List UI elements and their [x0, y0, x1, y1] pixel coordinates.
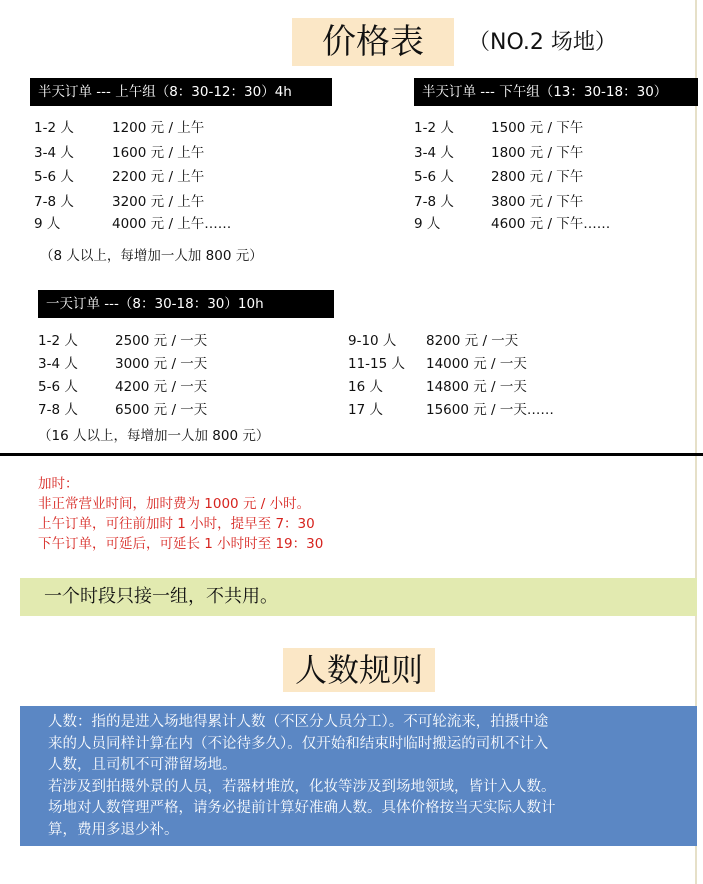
people-count: 3-4 人: [414, 145, 454, 161]
list-item: [348, 400, 554, 420]
list-item: [38, 400, 207, 420]
section-divider: [0, 453, 703, 456]
rules-line: 若涉及到拍摄外景的人员，若器材堆放，化妆等涉及到场地领域，皆计入人数。: [48, 778, 556, 795]
list-item: [414, 214, 610, 234]
price: 1200 元 / 上午: [112, 120, 205, 136]
price: 2200 元 / 上午: [112, 169, 205, 185]
price: 4600 元 / 下午……: [491, 216, 611, 232]
people-count: 1-2 人: [34, 120, 74, 136]
people-count: 9 人: [34, 216, 61, 232]
people-count: 11-15 人: [348, 356, 406, 372]
list-item: [348, 377, 527, 397]
price: 15600 元 / 一天……: [426, 402, 554, 418]
list-item: [348, 331, 518, 351]
fullday-header: 一天订单 ---（8：30-18：30）10h: [38, 290, 334, 318]
list-item: [34, 143, 204, 163]
people-count: 1-2 人: [38, 333, 78, 349]
overtime-heading: 加时：: [38, 476, 79, 492]
rules-line: 人数：指的是进入场地得累计人数（不区分人员分工）。不可轮流来，拍摄中途: [48, 714, 549, 730]
people-count: 7-8 人: [34, 194, 74, 210]
list-item: [34, 118, 204, 138]
overtime-line: 非正常营业时间，加时费为 1000 元 / 小时。: [38, 496, 311, 512]
price: 8200 元 / 一天: [426, 333, 519, 349]
price: 14000 元 / 一天: [426, 356, 527, 372]
price: 1500 元 / 下午: [491, 120, 584, 136]
list-item: [34, 214, 231, 234]
people-count: 3-4 人: [34, 145, 74, 161]
price: 6500 元 / 一天: [115, 402, 208, 418]
people-count: 5-6 人: [414, 169, 454, 185]
price: 1600 元 / 上午: [112, 145, 205, 161]
price: 3000 元 / 一天: [115, 356, 208, 372]
single-group-note: 一个时段只接一组，不共用。: [44, 586, 278, 607]
people-count: 7-8 人: [38, 402, 78, 418]
rules-line: 场地对人数管理严格，请务必提前计算好准确人数。具体价格按当天实际人数计: [48, 800, 556, 816]
price: 14800 元 / 一天: [426, 379, 527, 395]
venue-subtitle: （NO.2 场地）: [468, 30, 617, 55]
list-item: [38, 354, 207, 374]
price: 3200 元 / 上午: [112, 194, 205, 210]
morning-note: （8 人以上，每增加一人加 800 元）: [40, 248, 263, 264]
people-count: 16 人: [348, 379, 383, 395]
fullday-note: （16 人以上，每增加一人加 800 元）: [38, 428, 270, 444]
price: 3800 元 / 下午: [491, 194, 584, 210]
rules-line: 来的人员同样计算在内（不论待多久）。仅开始和结束时临时搬运的司机不计入: [48, 735, 549, 752]
price: 2500 元 / 一天: [115, 333, 208, 349]
list-item: [348, 354, 527, 374]
people-count: 3-4 人: [38, 356, 78, 372]
price: 2800 元 / 下午: [491, 169, 584, 185]
overtime-line: 上午订单，可往前加时 1 小时，提早至 7：30: [38, 516, 315, 532]
list-item: [34, 167, 204, 187]
people-count: 7-8 人: [414, 194, 454, 210]
price: 1800 元 / 下午: [491, 145, 584, 161]
people-count: 17 人: [348, 402, 383, 418]
rules-title: 人数规则: [294, 651, 423, 689]
list-item: [38, 377, 207, 397]
price: 4000 元 / 上午……: [112, 216, 232, 232]
people-count: 9-10 人: [348, 333, 397, 349]
rules-line: 算，费用多退少补。: [48, 821, 179, 838]
list-item: [414, 167, 583, 187]
people-count: 5-6 人: [38, 379, 78, 395]
list-item: [414, 118, 583, 138]
price: 4200 元 / 一天: [115, 379, 208, 395]
people-count: 1-2 人: [414, 120, 454, 136]
list-item: [414, 192, 583, 212]
list-item: [34, 192, 204, 212]
rules-line: 人数，且司机不可滞留场地。: [48, 757, 237, 773]
afternoon-header: 半天订单 --- 下午组（13：30-18：30）: [414, 78, 698, 106]
morning-header: 半天订单 --- 上午组（8：30-12：30）4h: [30, 78, 332, 106]
list-item: [414, 143, 583, 163]
rules-text: [48, 712, 688, 841]
list-item: [38, 331, 207, 351]
people-count: 5-6 人: [34, 169, 74, 185]
overtime-line: 下午订单，可延后，可延长 1 小时时至 19：30: [38, 536, 324, 552]
people-count: 9 人: [414, 216, 441, 232]
page-title: 价格表: [322, 22, 424, 62]
